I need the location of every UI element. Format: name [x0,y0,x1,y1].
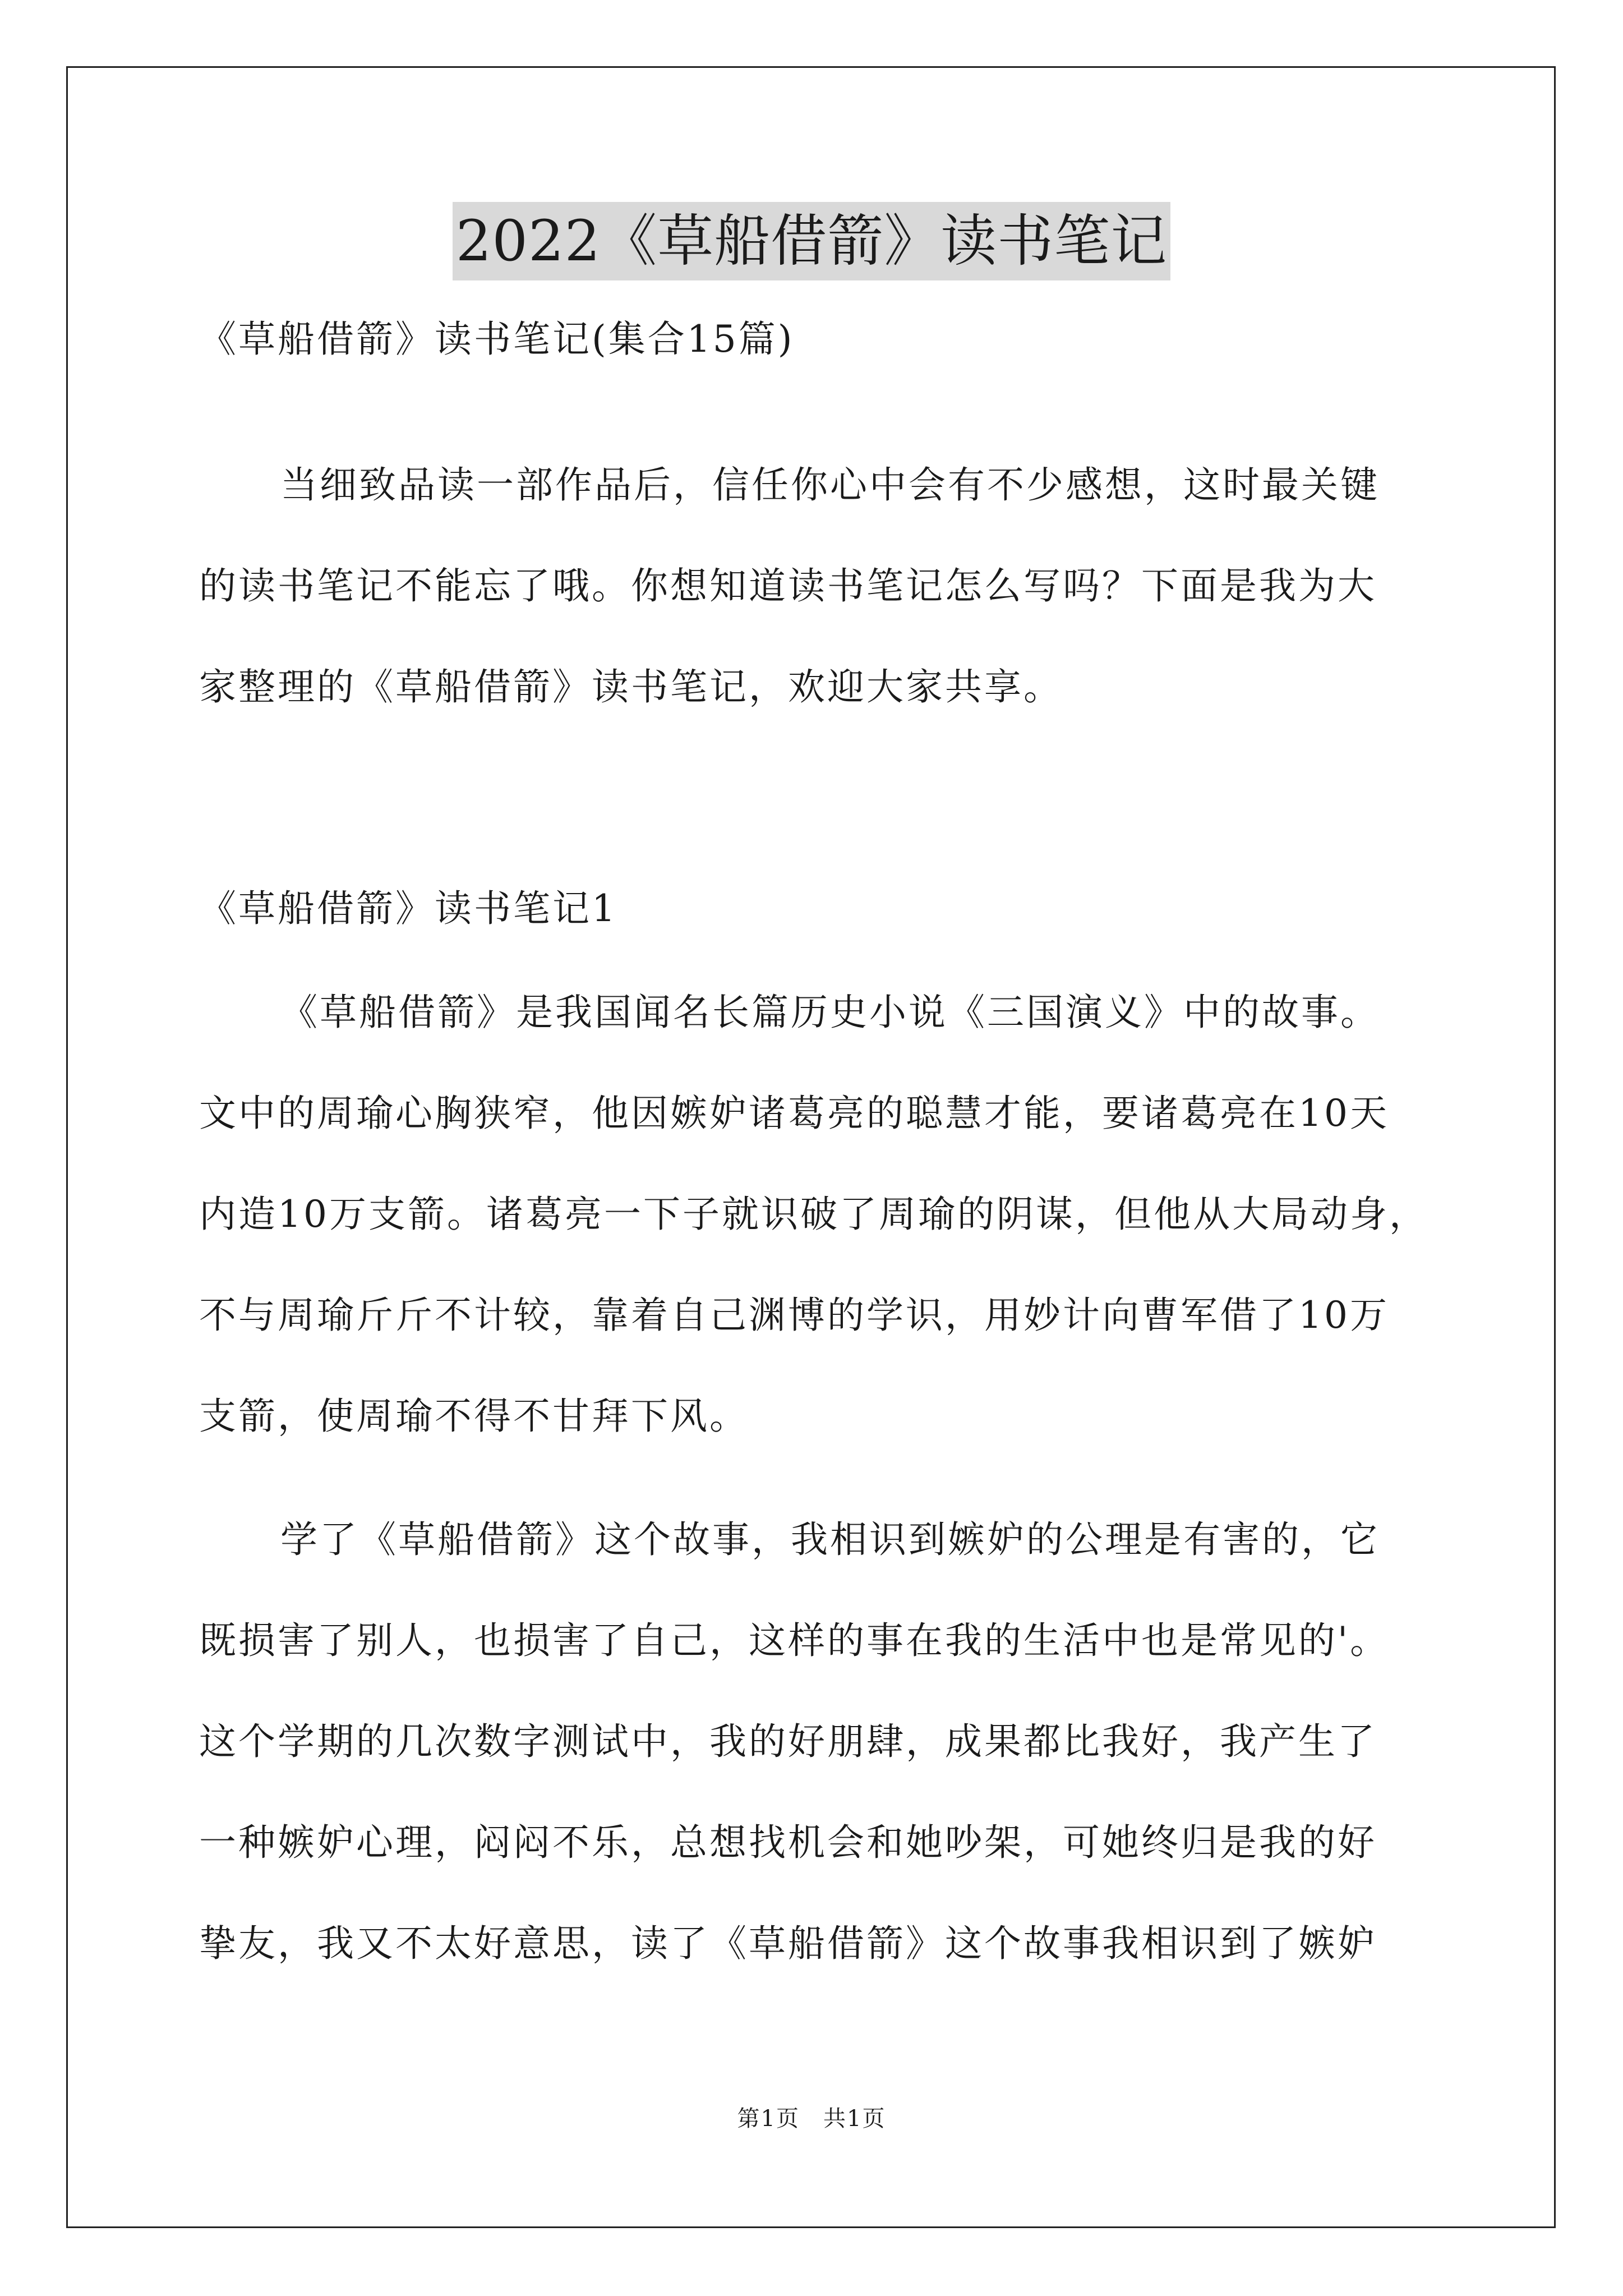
document-title: 2022《草船借箭》读书笔记 [453,202,1171,280]
title-container [0,202,1623,280]
paragraph-line: 这个学期的几次数字测试中，我的好朋肆，成果都比我好，我产生了 [199,1720,1377,1763]
paragraph-line: 支箭，使周瑜不得不甘拜下风。 [199,1395,749,1438]
page-footer: 第1页 共1页 [737,2106,886,2132]
paragraph-line: 内造10万支箭。诸葛亮一下子就识破了周瑜的阴谋，但他从大局动身， [199,1193,1428,1236]
paragraph-line: 不与周瑜斤斤不计较，靠着自己渊博的学识，用妙计向曹军借了10万 [199,1294,1389,1337]
page-border [66,66,1556,2228]
paragraph-line: 既损害了别人，也损害了自己，这样的事在我的生活中也是常见的'。 [199,1619,1390,1662]
paragraph-line: 一种嫉妒心理，闷闷不乐，总想找机会和她吵架，可她终归是我的好 [199,1821,1377,1864]
paragraph-line: 挚友，我又不太好意思，读了《草船借箭》这个故事我相识到了嫉妒 [199,1922,1377,1965]
paragraph-line: 文中的周瑜心胸狭窄，他因嫉妒诸葛亮的聪慧才能，要诸葛亮在10天 [199,1092,1389,1135]
intro-line: 家整理的《草船借箭》读书笔记，欢迎大家共享。 [199,665,1063,708]
paragraph-line: 《草船借箭》是我国闻名长篇历史小说《三国演义》中的故事。 [280,991,1380,1034]
subtitle: 《草船借箭》读书笔记(集合15篇) [199,318,795,361]
paragraph-line: 学了《草船借箭》这个故事，我相识到嫉妒的公理是有害的，它 [280,1518,1380,1561]
intro-line: 当细致品读一部作品后，信任你心中会有不少感想，这时最关键 [280,463,1380,507]
section-heading: 《草船借箭》读书笔记1 [199,887,617,930]
intro-line: 的读书笔记不能忘了哦。你想知道读书笔记怎么写吗？下面是我为大 [199,564,1377,608]
